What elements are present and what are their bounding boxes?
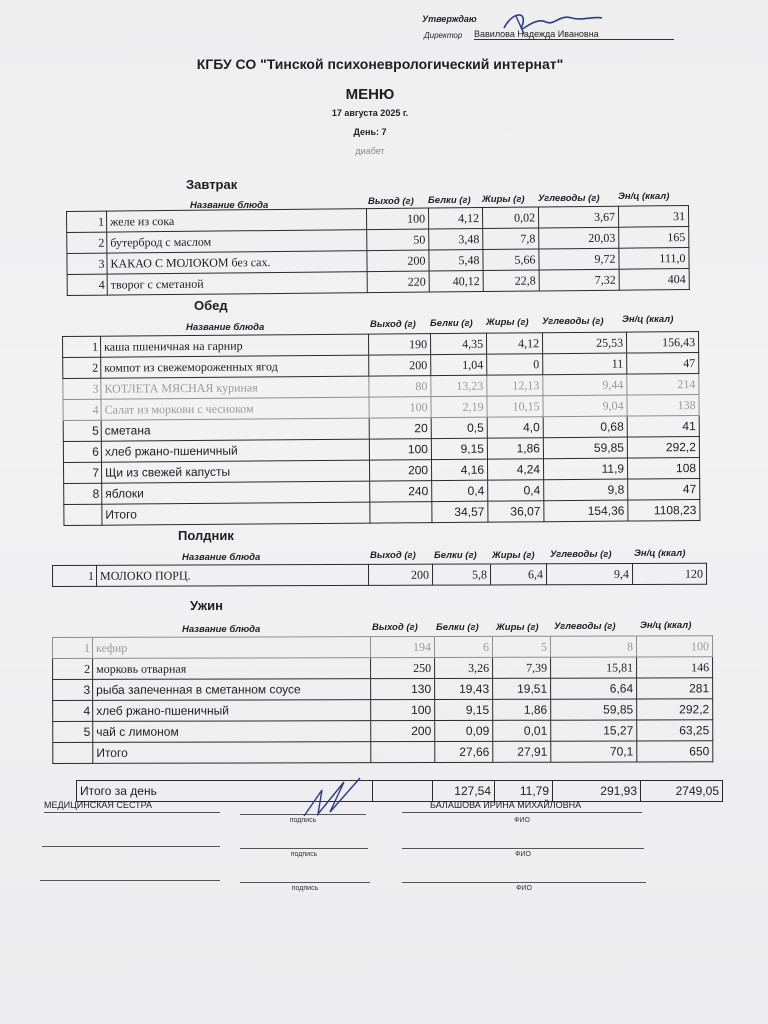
total-row [64,499,700,525]
dish-weight: 200 [369,355,431,376]
row-number: 1 [63,336,101,357]
col-weight-header: Выход (г) [370,319,416,330]
dish-fat: 1,86 [493,699,551,720]
dish-carbs: 20,03 [539,227,619,249]
col-energy-header: Эн/ц (ккал) [634,548,686,559]
snack-table [52,563,707,587]
col-weight-header: Выход (г) [372,622,418,633]
dish-weight: 200 [368,564,432,585]
day-total-label: Итого за день [77,781,373,802]
signature-line [240,882,370,883]
dish-weight: 220 [367,271,429,293]
dish-carbs: 9,8 [544,479,628,501]
row-number: 4 [63,399,101,420]
row-number [64,504,102,525]
col-fat-header: Жиры (г) [482,194,525,205]
col-dish-header: Название блюда [182,552,261,563]
total-carbs: 154,36 [544,500,628,522]
dish-fat: 10,15 [487,396,543,417]
dish-weight: 100 [369,397,431,418]
signature-caption: подпись [291,885,319,892]
dish-protein: 19,43 [435,678,493,699]
blank-label-line [40,880,220,881]
dish-protein: 2,19 [431,396,487,417]
menu-day: День: 7 [353,127,387,137]
dish-protein: 9,15 [431,438,487,459]
row-number: 1 [53,565,97,586]
col-protein-header: Белки (г) [430,318,473,329]
row-number: 4 [67,274,107,295]
dish-protein: 4,35 [430,333,486,354]
breakfast-table [66,205,690,296]
col-dish-header: Название блюда [190,200,269,211]
dish-name: яблоки [102,481,370,504]
row-number: 2 [53,658,93,679]
dish-name: бутерброд с маслом [107,230,367,253]
dish-energy: 165 [619,227,689,249]
table-row [53,563,707,586]
dish-protein: 3,26 [435,657,493,678]
row-number: 3 [53,679,93,700]
dish-energy: 100 [636,636,712,657]
day-total-fat: 11,79 [495,781,553,802]
dish-name: хлеб ржано-пшеничный [101,439,369,462]
dish-name: Салат из моркови с чесноком [101,397,369,420]
dish-name: творог с сметаной [107,272,367,295]
row-number: 2 [67,232,107,253]
approve-label: Утверждаю [422,14,477,24]
dish-weight: 200 [371,720,435,741]
dish-name: КАКАО С МОЛОКОМ без сах. [107,251,367,274]
dish-energy: 108 [627,457,699,479]
row-number: 5 [63,420,101,441]
dish-protein: 4,16 [431,459,487,480]
table-row [53,657,713,680]
dish-weight: 50 [367,229,429,251]
dish-protein: 1,04 [431,354,487,375]
dish-weight: 100 [366,208,428,230]
dish-energy: 41 [627,415,699,437]
row-number: 1 [53,637,93,658]
dish-protein: 6 [435,636,493,657]
dish-protein: 9,15 [435,699,493,720]
dish-fat: 7,39 [493,657,551,678]
director-name: Вавилова Надежда Ивановна [474,29,674,40]
col-weight-header: Выход (г) [368,196,414,207]
total-energy: 1108,23 [628,499,700,521]
total-weight [370,502,432,523]
breakfast-title: Завтрак [186,177,238,192]
row-number: 3 [67,253,107,274]
day-total-table [76,780,723,802]
dish-carbs: 9,4 [546,563,632,584]
dish-fat: 4,12 [486,333,542,354]
total-weight [371,741,435,762]
dish-fat: 5,66 [483,249,539,271]
nurse-label-line [44,812,220,813]
table-row [53,636,713,659]
dish-weight: 200 [369,460,431,481]
dish-carbs: 9,04 [543,395,627,417]
dish-energy: 47 [628,478,700,500]
dish-carbs: 7,32 [539,269,619,291]
dish-weight: 100 [371,699,435,720]
fio-caption: ФИО [516,885,532,892]
col-carbs-header: Углеводы (г) [542,316,604,327]
col-dish-header: Название блюда [182,624,261,635]
total-fat: 36,07 [488,501,544,522]
dish-energy: 156,43 [626,332,698,354]
dish-fat: 12,13 [487,375,543,396]
organization-title: КГБУ СО "Тинской психоневрологический интернат" [196,56,564,72]
day-total-protein: 127,54 [433,781,495,802]
dish-fat: 5 [492,636,550,657]
director-role: Директор [424,31,463,40]
signature-caption: подпись [290,851,318,858]
dish-name: чай с лимоном [93,721,371,743]
dish-weight: 190 [368,334,430,355]
dish-fat: 1,86 [487,438,543,459]
lunch-table [62,331,700,526]
dish-fat: 7,8 [483,228,539,250]
dish-energy: 47 [627,353,699,375]
col-energy-header: Эн/ц (ккал) [622,314,674,325]
row-number: 7 [63,462,101,483]
dish-carbs: 25,53 [542,332,626,354]
row-number: 5 [53,721,93,742]
dish-protein: 3,48 [429,229,483,251]
dish-fat: 4,0 [487,417,543,438]
dish-weight: 130 [371,678,435,699]
nurse-label: МЕДИЦИНСКАЯ СЕСТРА [44,800,153,810]
col-dish-header: Название блюда [186,322,265,333]
dish-carbs: 6,64 [551,678,637,699]
dish-protein: 0,09 [435,720,493,741]
dish-energy: 111,0 [619,248,689,270]
menu-title: МЕНЮ [345,86,395,103]
fio-caption: ФИО [515,851,531,858]
dish-carbs: 15,27 [551,720,637,741]
total-fat: 27,91 [493,741,551,762]
day-total-weight [373,781,433,802]
dish-name: кефир [93,637,371,659]
dish-protein: 40,12 [429,270,483,292]
dinner-table [52,635,713,764]
dish-energy: 63,25 [637,720,713,741]
col-energy-header: Эн/ц (ккал) [640,620,692,631]
col-carbs-header: Углеводы (г) [554,621,616,632]
dish-energy: 292,2 [637,699,713,720]
col-fat-header: Жиры (г) [492,550,535,561]
dish-weight: 200 [367,250,429,272]
menu-date: 17 августа 2025 г. [331,108,409,118]
fio-line [402,882,646,883]
dish-name: компот из свежемороженных ягод [101,355,369,378]
dish-energy: 146 [637,657,713,678]
col-protein-header: Белки (г) [434,550,477,561]
dish-weight: 194 [371,636,435,657]
row-number: 4 [53,700,93,721]
dish-energy: 292,2 [627,436,699,458]
dish-name: хлеб ржано-пшеничный [93,700,371,722]
col-weight-header: Выход (г) [370,550,416,561]
table-row [53,699,713,722]
dish-fat: 6,4 [490,564,546,585]
dish-weight: 80 [369,376,431,397]
dish-carbs: 8 [550,636,636,657]
col-protein-header: Белки (г) [436,622,479,633]
row-number: 3 [63,378,101,399]
dish-carbs: 11,9 [543,458,627,480]
row-number: 8 [64,483,102,504]
total-label: Итого [102,502,370,525]
dish-energy: 404 [619,269,689,291]
dish-weight: 240 [370,481,432,502]
col-energy-header: Эн/ц (ккал) [618,191,670,202]
dinner-title: Ужин [190,598,223,613]
dish-name: рыба запеченная в сметанном соусе [93,679,371,701]
dish-name: КОТЛЕТА МЯСНАЯ куриная [101,376,369,399]
col-carbs-header: Углеводы (г) [538,193,600,204]
dish-protein: 5,8 [432,564,490,585]
dish-weight: 250 [371,657,435,678]
total-protein: 34,57 [432,501,488,522]
dish-fat: 22,8 [483,270,539,292]
row-number: 1 [67,211,107,232]
dish-energy: 281 [637,678,713,699]
dish-protein: 13,23 [431,375,487,396]
dish-protein: 0,5 [431,417,487,438]
menu-diet: диабет [355,146,385,156]
nurse-name: БАЛАШОВА ИРИНА МИХАЙЛОВНА [430,800,582,810]
dish-energy: 31 [618,206,688,228]
total-protein: 27,66 [435,741,493,762]
dish-fat: 4,24 [487,459,543,480]
col-protein-header: Белки (г) [428,195,471,206]
dish-weight: 100 [369,439,431,460]
col-fat-header: Жиры (г) [486,317,529,328]
dish-carbs: 9,44 [543,374,627,396]
dish-energy: 214 [627,373,699,395]
snack-title: Полдник [178,528,234,543]
total-row [53,741,713,764]
signature-line [240,848,368,849]
fio-line [402,812,642,813]
total-label: Итого [93,742,371,764]
dish-fat: 19,51 [493,678,551,699]
dish-energy: 138 [627,394,699,416]
dish-carbs: 59,85 [551,699,637,720]
dish-carbs: 11 [543,353,627,375]
day-total-energy: 2749,05 [641,781,723,802]
dish-name: Щи из свежей капусты [101,460,369,483]
dish-weight: 20 [369,418,431,439]
dish-energy: 120 [632,563,706,584]
dish-protein: 5,48 [429,249,483,271]
dish-carbs: 15,81 [551,657,637,678]
total-carbs: 70,1 [551,741,637,762]
dish-carbs: 3,67 [538,206,618,228]
day-total-carbs: 291,93 [553,781,641,802]
dish-name: морковь отварная [93,658,371,680]
col-carbs-header: Углеводы (г) [550,549,612,560]
dish-carbs: 9,72 [539,248,619,270]
dish-fat: 0,02 [482,207,538,229]
table-row [53,720,713,743]
dish-protein: 4,12 [428,208,482,230]
day-total-row [77,781,723,802]
dish-protein: 0,4 [432,480,488,501]
dish-fat: 0,4 [488,480,544,501]
row-number [53,742,93,763]
fio-caption: ФИО [514,817,530,824]
dish-name: желе из сока [107,209,367,232]
total-energy: 650 [637,741,713,762]
signature-caption: подпись [289,817,317,824]
dish-name: МОЛОКО ПОРЦ. [97,564,369,586]
col-fat-header: Жиры (г) [496,622,539,633]
dish-name: каша пшеничная на гарнир [101,334,369,357]
dish-carbs: 59,85 [543,437,627,459]
row-number: 2 [63,357,101,378]
dish-name: сметана [101,418,369,441]
blank-label-line [42,846,220,847]
table-row [53,678,713,701]
fio-line [402,848,644,849]
dish-fat: 0,01 [493,720,551,741]
row-number: 6 [63,441,101,462]
dish-carbs: 0,68 [543,416,627,438]
dish-fat: 0 [487,354,543,375]
lunch-title: Обед [194,298,228,313]
